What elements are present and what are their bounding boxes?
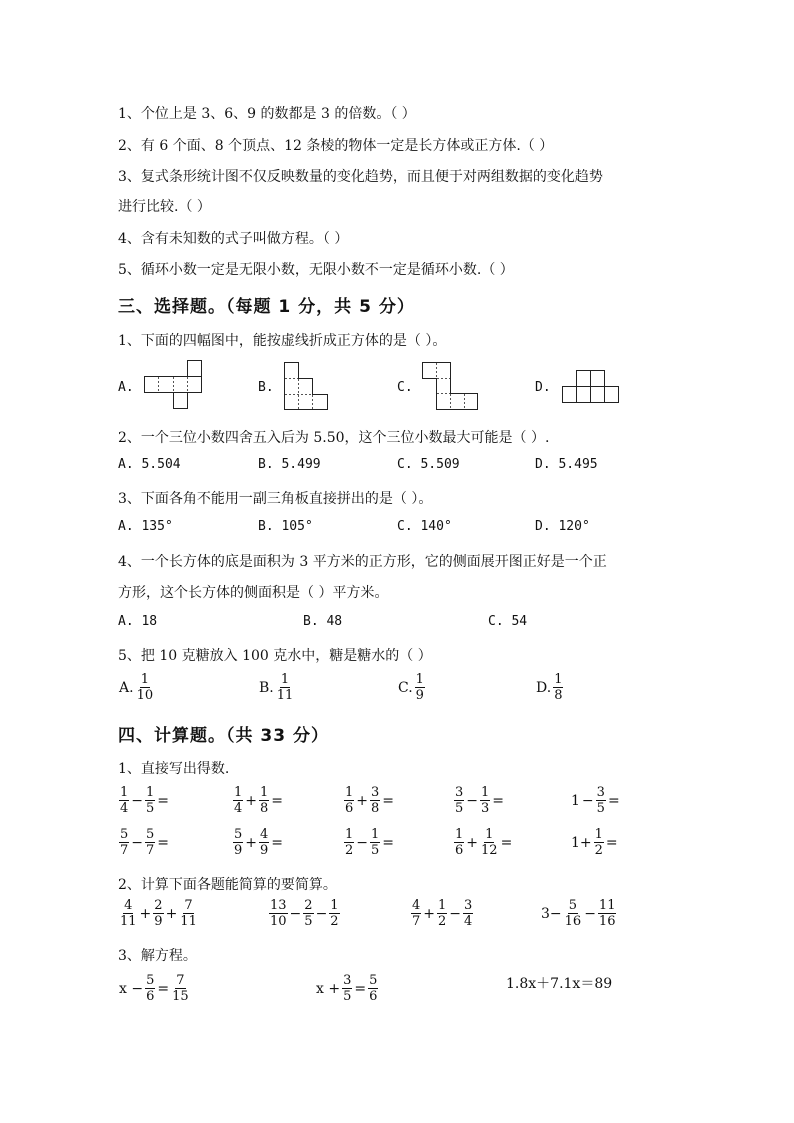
- denominator: 6: [455, 843, 464, 858]
- numerator: 1: [594, 827, 603, 842]
- fraction: [269, 898, 288, 929]
- numerator: 1: [455, 827, 464, 842]
- denominator: 5: [146, 801, 155, 816]
- fraction: [119, 898, 138, 929]
- numerator: 1: [345, 827, 354, 842]
- direct-calc-item: [232, 827, 284, 858]
- denominator: 8: [371, 801, 380, 816]
- denominator: 5: [304, 914, 313, 929]
- fraction: [329, 898, 339, 929]
- denominator: 6: [369, 989, 378, 1004]
- simplify-calc-item: [118, 898, 199, 929]
- choice-q1-option-b: B.: [258, 380, 274, 395]
- direct-calc-item: [118, 827, 170, 858]
- denominator: 6: [345, 801, 354, 816]
- numerator: 1: [485, 827, 494, 842]
- denominator: 7: [120, 843, 129, 858]
- math-token: =: [157, 834, 170, 851]
- numerator: 1: [140, 672, 149, 687]
- choice-q4-option-c: C. 54: [488, 614, 528, 629]
- denominator: 5: [371, 843, 380, 858]
- denominator: 8: [554, 688, 563, 703]
- math-token: x +: [316, 980, 341, 997]
- fraction: [145, 973, 155, 1004]
- choice-q4-option-a: A. 18: [118, 614, 158, 629]
- option-label: B.: [259, 679, 274, 696]
- math-token: 1: [571, 792, 580, 809]
- numerator: 7: [184, 898, 193, 913]
- fraction: [276, 672, 295, 703]
- denominator: 9: [415, 688, 424, 703]
- numerator: 11: [598, 898, 616, 913]
- section-calc-heading: 四、计算题。（共 33 分）: [118, 726, 329, 746]
- fraction: [344, 827, 354, 858]
- choice-q1: 1、下面的四幅图中，能按虚线折成正方体的是（ ）。: [118, 333, 447, 349]
- denominator: 5: [596, 801, 605, 816]
- judge-item-4: 4、含有未知数的式子叫做方程。（ ）: [118, 231, 349, 247]
- numerator: 5: [234, 827, 243, 842]
- denominator: 5: [343, 989, 352, 1004]
- denominator: 4: [464, 914, 473, 929]
- denominator: 8: [260, 801, 269, 816]
- math-token: =: [354, 980, 367, 997]
- numerator: 1: [481, 785, 490, 800]
- math-token: x −: [119, 980, 144, 997]
- cube-net-d: [562, 370, 620, 404]
- fraction: [454, 827, 464, 858]
- numerator: 3: [596, 785, 605, 800]
- denominator: 5: [455, 801, 464, 816]
- choice-q5: 5、把 10 克糖放入 100 克水中，糖是糖水的（ ）: [118, 648, 432, 664]
- choice-q3-option-d: D. 120°: [535, 519, 590, 534]
- numerator: 1: [345, 785, 354, 800]
- denominator: 9: [260, 843, 269, 858]
- numerator: 5: [369, 973, 378, 988]
- math-token: −: [131, 834, 144, 851]
- fraction: [564, 898, 583, 929]
- numerator: 1: [371, 827, 380, 842]
- fraction: [368, 973, 378, 1004]
- direct-calc-item: [570, 827, 619, 858]
- direct-calc-item: [453, 785, 505, 816]
- choice-q5-option-c: [397, 672, 426, 703]
- denominator: 9: [234, 843, 243, 858]
- denominator: 4: [120, 801, 129, 816]
- math-token: =: [607, 792, 620, 809]
- numerator: 5: [120, 827, 129, 842]
- choice-q3-option-b: B. 105°: [258, 519, 313, 534]
- denominator: 11: [180, 914, 197, 929]
- fraction: [344, 785, 354, 816]
- denominator: 16: [598, 914, 616, 929]
- numerator: 1: [415, 672, 424, 687]
- math-token: =: [271, 792, 284, 809]
- fraction: [437, 898, 447, 929]
- numerator: 7: [176, 973, 185, 988]
- numerator: 13: [270, 898, 287, 913]
- fraction: [145, 827, 155, 858]
- math-token: +: [139, 905, 152, 922]
- choice-q3: 3、下面各角不能用一副三角板直接拼出的是（ ）。: [118, 491, 433, 507]
- math-token: −: [581, 792, 594, 809]
- cube-net-c: [422, 362, 480, 410]
- math-token: +: [165, 905, 178, 922]
- fraction: [153, 898, 163, 929]
- fraction: [119, 827, 129, 858]
- math-token: 3−: [541, 905, 562, 922]
- fraction: [596, 785, 606, 816]
- fraction: [233, 827, 243, 858]
- fraction: [303, 898, 313, 929]
- math-token: =: [500, 834, 513, 851]
- denominator: 7: [146, 843, 155, 858]
- simplify-calc-item: [268, 898, 341, 929]
- direct-calc-item: [343, 785, 395, 816]
- fraction: [179, 898, 198, 929]
- fraction: [370, 785, 380, 816]
- math-token: +: [245, 834, 258, 851]
- choice-q5-option-a: [118, 672, 155, 703]
- denominator: 4: [234, 801, 243, 816]
- calc-p2-title: 2、计算下面各题能简算的要简算。: [118, 877, 337, 893]
- math-token: +: [356, 792, 369, 809]
- fraction: [119, 785, 129, 816]
- math-token: =: [605, 834, 618, 851]
- fraction: [259, 827, 269, 858]
- denominator: 16: [564, 914, 582, 929]
- choice-q4-option-b: B. 48: [303, 614, 343, 629]
- choice-q1-option-d: D.: [535, 380, 551, 395]
- choice-q3-option-c: C. 140°: [397, 519, 452, 534]
- denominator: 3: [481, 801, 490, 816]
- math-token: −: [131, 792, 144, 809]
- numerator: 4: [124, 898, 133, 913]
- numerator: 3: [464, 898, 473, 913]
- fraction: [136, 672, 155, 703]
- denominator: 6: [146, 989, 155, 1004]
- math-token: −: [315, 905, 328, 922]
- fraction: [415, 672, 425, 703]
- numerator: 5: [146, 973, 155, 988]
- choice-q4-line1: 4、一个长方体的底是面积为 3 平方米的正方形，它的侧面展开图正好是一个正: [118, 554, 607, 570]
- numerator: 1: [146, 785, 155, 800]
- numerator: 1: [260, 785, 269, 800]
- denominator: 2: [438, 914, 447, 929]
- denominator: 11: [276, 688, 294, 703]
- math-token: −: [356, 834, 369, 851]
- math-token: +: [423, 905, 436, 922]
- numerator: 1: [280, 672, 290, 687]
- section-choice-heading: 三、选择题。（每题 1 分，共 5 分）: [118, 297, 415, 317]
- numerator: 1: [330, 898, 339, 913]
- fraction: [598, 898, 617, 929]
- fraction: [342, 973, 352, 1004]
- math-token: =: [382, 834, 395, 851]
- option-label: D.: [536, 679, 552, 696]
- calc-p1-title: 1、直接写出得数.: [118, 761, 230, 777]
- fraction: [171, 973, 190, 1004]
- direct-calc-item: [343, 827, 395, 858]
- numerator: 1: [438, 898, 447, 913]
- numerator: 5: [568, 898, 578, 913]
- simplify-calc-item: [410, 898, 474, 929]
- numerator: 1: [120, 785, 129, 800]
- math-token: −: [449, 905, 462, 922]
- numerator: 1: [554, 672, 563, 687]
- option-label: C.: [398, 679, 413, 696]
- equation-item: [118, 973, 191, 1004]
- denominator: 11: [120, 914, 137, 929]
- denominator: 7: [412, 914, 421, 929]
- simplify-calc-item: [540, 898, 617, 929]
- math-token: =: [492, 792, 505, 809]
- math-token: =: [382, 792, 395, 809]
- numerator: 5: [146, 827, 155, 842]
- choice-q2-option-c: C. 5.509: [397, 457, 460, 472]
- judge-item-3: 3、复式条形统计图不仅反映数量的变化趋势，而且便于对两组数据的变化趋势: [118, 169, 603, 185]
- numerator: 2: [154, 898, 163, 913]
- judge-item-2: 2、有 6 个面、8 个顶点、12 条棱的物体一定是长方体或正方体.（ ）: [118, 138, 554, 154]
- fraction: [411, 898, 421, 929]
- math-token: =: [157, 980, 170, 997]
- numerator: 1: [234, 785, 243, 800]
- cube-net-b: [284, 362, 330, 410]
- denominator: 12: [481, 843, 498, 858]
- choice-q2-option-a: A. 5.504: [118, 457, 181, 472]
- numerator: 3: [455, 785, 464, 800]
- choice-q5-option-b: [258, 672, 295, 703]
- choice-q1-option-c: C.: [397, 380, 413, 395]
- fraction: [463, 898, 473, 929]
- fraction: [594, 827, 604, 858]
- judge-item-5: 5、循环小数一定是无限小数，无限小数不一定是循环小数.（ ）: [118, 262, 514, 278]
- math-token: =: [271, 834, 284, 851]
- denominator: 10: [136, 688, 154, 703]
- fraction: [480, 827, 499, 858]
- choice-q2: 2、一个三位小数四舍五入后为 5.50，这个三位小数最大可能是（ ）.: [118, 430, 550, 446]
- fraction: [553, 672, 563, 703]
- denominator: 15: [172, 989, 189, 1004]
- cube-net-a: [144, 360, 206, 410]
- denominator: 2: [345, 843, 354, 858]
- fraction: [454, 785, 464, 816]
- math-token: 1.8x＋7.1x＝89: [506, 976, 613, 992]
- numerator: 2: [304, 898, 313, 913]
- numerator: 4: [412, 898, 421, 913]
- fraction: [145, 785, 155, 816]
- choice-q2-option-d: D. 5.495: [535, 457, 598, 472]
- math-token: +: [245, 792, 258, 809]
- choice-q4-line2: 方形，这个长方体的侧面积是（ ）平方米。: [118, 585, 389, 601]
- choice-q2-option-b: B. 5.499: [258, 457, 321, 472]
- numerator: 3: [343, 973, 352, 988]
- math-token: +: [466, 834, 479, 851]
- direct-calc-item: [453, 827, 513, 858]
- option-label: A.: [119, 679, 134, 696]
- judge-item-1: 1、个位上是 3、6、9 的数都是 3 的倍数。（ ）: [118, 106, 416, 122]
- equation-item: [315, 973, 379, 1004]
- math-token: −: [466, 792, 479, 809]
- calc-p3-title: 3、解方程。: [118, 948, 197, 964]
- numerator: 3: [371, 785, 380, 800]
- direct-calc-item: [118, 785, 170, 816]
- fraction: [259, 785, 269, 816]
- numerator: 4: [260, 827, 269, 842]
- choice-q5-option-d: [535, 672, 564, 703]
- choice-q1-option-a: A.: [118, 380, 134, 395]
- judge-item-3-cont: 进行比较.（ ）: [118, 199, 211, 215]
- denominator: 2: [330, 914, 339, 929]
- denominator: 10: [270, 914, 287, 929]
- fraction: [370, 827, 380, 858]
- denominator: 9: [154, 914, 163, 929]
- fraction: [233, 785, 243, 816]
- direct-calc-item: [232, 785, 284, 816]
- denominator: 2: [594, 843, 603, 858]
- math-token: 1+: [571, 834, 592, 851]
- math-token: −: [584, 905, 596, 922]
- direct-calc-item: [570, 785, 621, 816]
- choice-q3-option-a: A. 135°: [118, 519, 173, 534]
- math-token: =: [157, 792, 170, 809]
- math-token: −: [289, 905, 302, 922]
- equation-item: [505, 973, 613, 993]
- fraction: [480, 785, 490, 816]
